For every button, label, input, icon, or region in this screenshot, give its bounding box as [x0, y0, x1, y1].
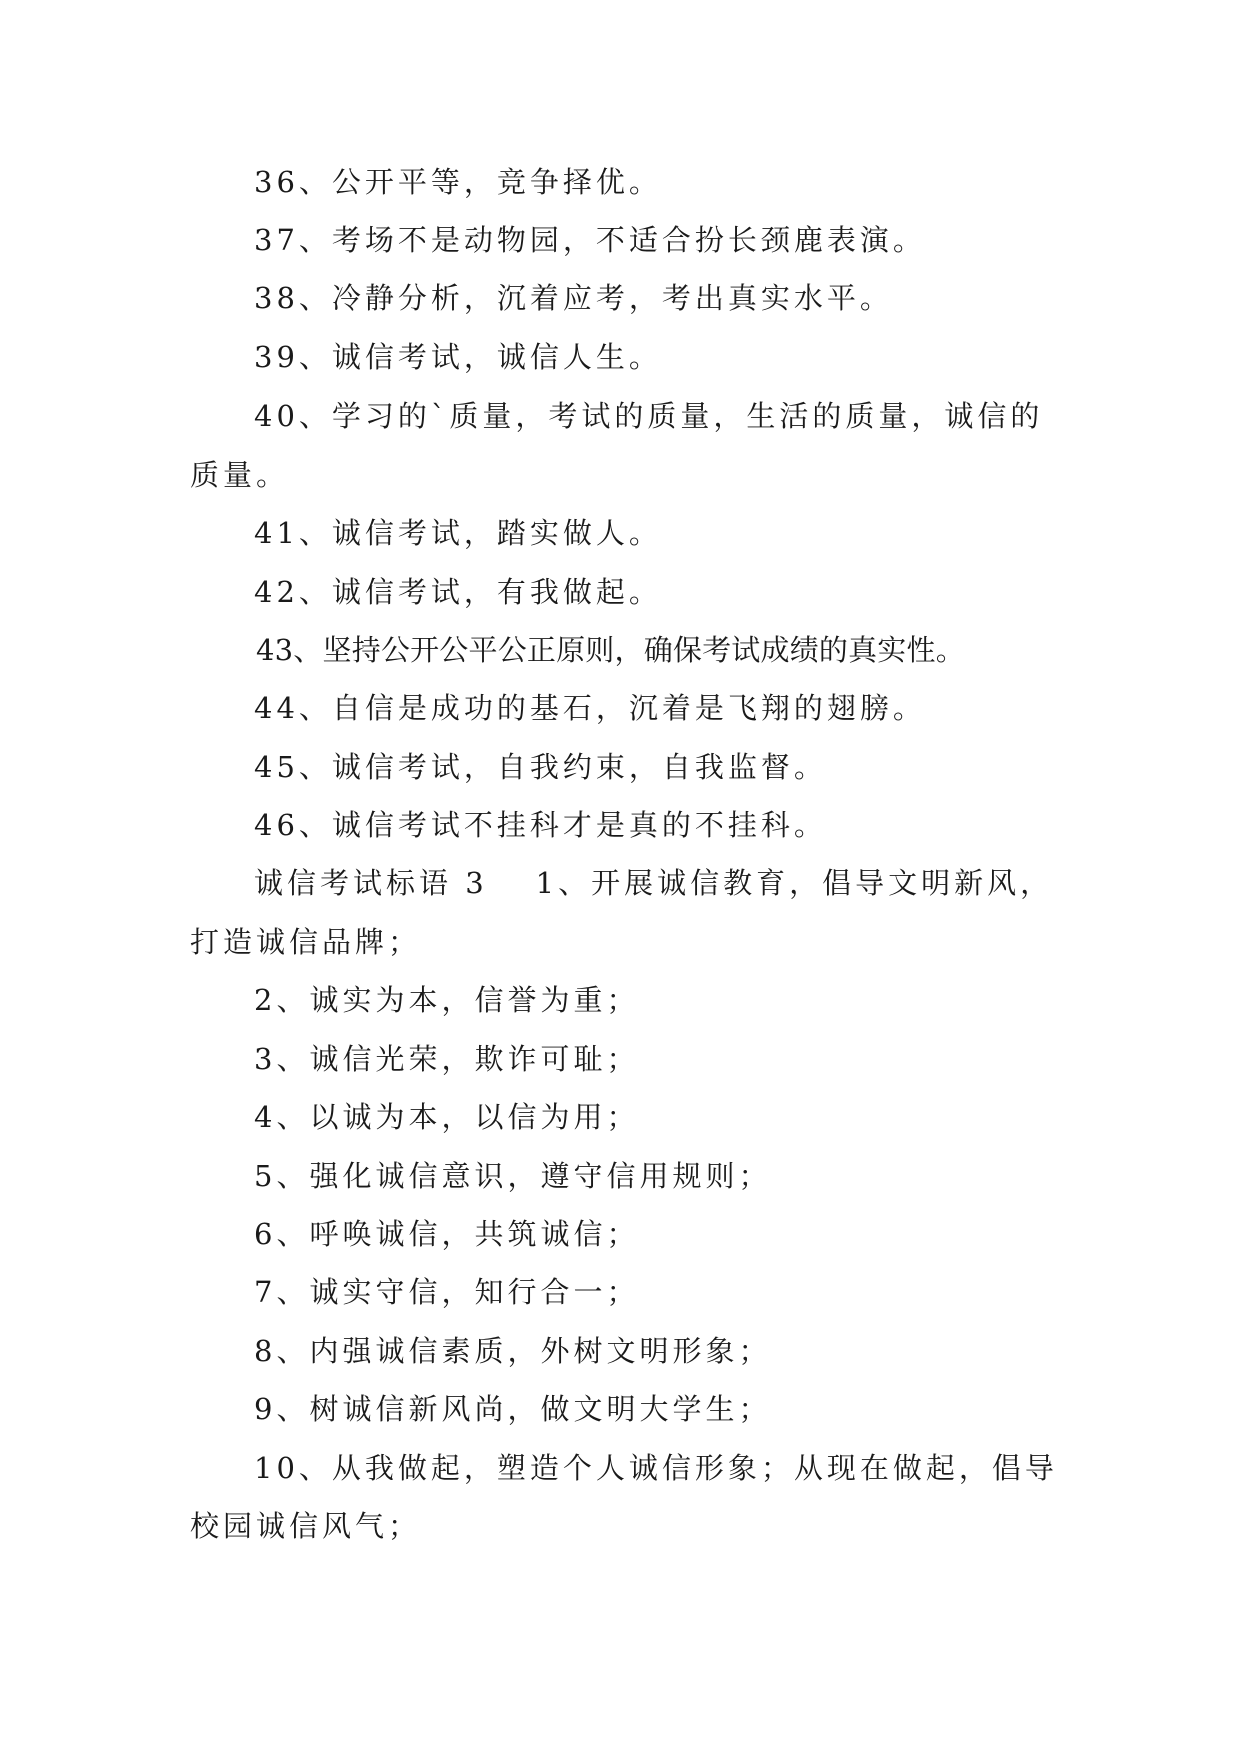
section-item-3: 3、诚信光荣，欺诈可耻； — [254, 1042, 640, 1076]
section-item-10-continued: 校园诚信风气； — [190, 1509, 422, 1543]
section-item-6: 6、呼唤诚信，共筑诚信； — [254, 1217, 640, 1251]
section-heading: 诚信考试标语 3 — [254, 866, 488, 900]
section-item-7: 7、诚实守信，知行合一； — [254, 1275, 640, 1309]
slogan-36: 36、公开平等，竞争择优。 — [254, 165, 662, 199]
section-item-1: 1、开展诚信教育，倡导文明新风， — [535, 866, 1054, 900]
section-item-10: 10、从我做起，塑造个人诚信形象；从现在做起，倡导 — [254, 1451, 1058, 1485]
section-item-1-continued: 打造诚信品牌； — [190, 925, 422, 959]
slogan-43: 43、坚持公开公平公正原则，确保考试成绩的真实性。 — [256, 633, 965, 667]
section-item-4: 4、以诚为本，以信为用； — [254, 1100, 640, 1134]
slogan-42: 42、诚信考试，有我做起。 — [254, 575, 662, 609]
section-item-2: 2、诚实为本，信誉为重； — [254, 983, 640, 1017]
slogan-45: 45、诚信考试，自我约束，自我监督。 — [254, 750, 827, 784]
section-item-9: 9、树诚信新风尚，做文明大学生； — [254, 1392, 772, 1426]
slogan-39: 39、诚信考试，诚信人生。 — [254, 340, 662, 374]
section-item-5: 5、强化诚信意识，遵守信用规则； — [254, 1159, 772, 1193]
slogan-40: 40、学习的`质量，考试的质量，生活的质量，诚信的 — [254, 399, 1044, 433]
slogan-44: 44、自信是成功的基石，沉着是飞翔的翅膀。 — [254, 691, 926, 725]
section-heading-line — [254, 866, 1054, 900]
slogan-38: 38、冷静分析，沉着应考，考出真实水平。 — [254, 281, 893, 315]
slogan-41: 41、诚信考试，踏实做人。 — [254, 516, 662, 550]
slogan-37: 37、考场不是动物园，不适合扮长颈鹿表演。 — [254, 223, 926, 257]
slogan-40-continued: 质量。 — [190, 458, 290, 492]
slogan-46: 46、诚信考试不挂科才是真的不挂科。 — [254, 808, 827, 842]
section-item-8: 8、内强诚信素质，外树文明形象； — [254, 1334, 772, 1368]
